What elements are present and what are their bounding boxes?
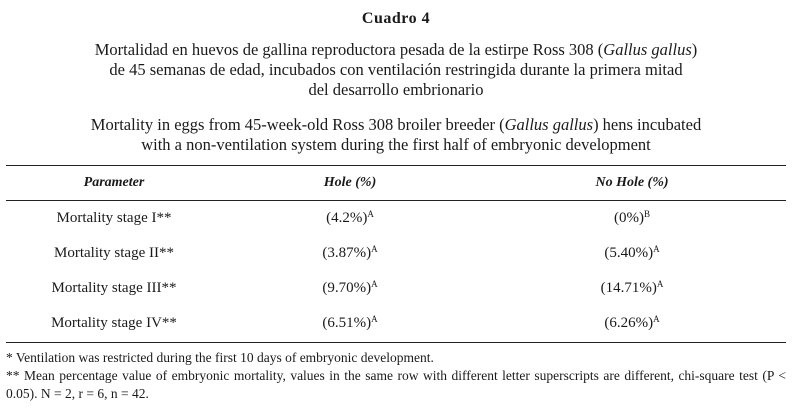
cell-hole-superscript: A: [371, 279, 378, 289]
cell-hole-superscript: A: [371, 314, 378, 324]
cell-hole-superscript: A: [371, 244, 378, 254]
footnote-statistics: ** Mean percentage value of embryonic mortality, values in the same row with different letter superscripts are different, chi-square test (P < 0.05). N = 2, r = 6, n = 42.: [6, 368, 786, 401]
cell-hole-superscript: A: [367, 209, 374, 219]
title-english: [0, 115, 792, 155]
title-es-part1-end: ): [691, 40, 698, 59]
cell-no-hole: [478, 271, 786, 306]
title-en-species: Gallus gallus: [504, 115, 594, 134]
footnote-ventilation: * Ventilation was restricted during the first 10 days of embryonic development.: [6, 350, 434, 365]
mortality-table: [6, 166, 786, 341]
table-header-row: [6, 166, 786, 200]
title-es-species: Gallus gallus: [603, 40, 692, 59]
cell-hole-value: (6.51%): [322, 315, 372, 331]
table-footnotes: [6, 349, 786, 403]
header-no-hole: No Hole (%): [595, 175, 669, 190]
cell-no-hole: [478, 306, 786, 341]
cell-no-hole-superscript: B: [643, 209, 650, 219]
cell-hole: [222, 271, 478, 306]
cell-hole-value: (4.2%): [326, 210, 368, 226]
table-bottom-rule: [6, 342, 786, 343]
cell-parameter: Mortality stage II**: [54, 245, 174, 261]
table-row: [6, 200, 786, 236]
title-es-line2: de 45 semanas de edad, incubados con ventilación restringida durante la primera mitad: [109, 60, 683, 79]
cell-hole: [222, 200, 478, 236]
title-en-line2: with a non-ventilation system during the first half of embryonic development: [141, 135, 651, 154]
cell-hole: [222, 306, 478, 341]
cell-no-hole: [478, 200, 786, 236]
cell-hole-value: (9.70%): [322, 280, 372, 296]
cell-hole: [222, 236, 478, 271]
cell-no-hole-superscript: A: [656, 279, 664, 289]
cell-hole-value: (3.87%): [322, 245, 372, 261]
cell-no-hole-superscript: A: [653, 244, 660, 254]
title-es-line3: del desarrollo embrionario: [308, 80, 484, 99]
cell-no-hole-value: (0%): [613, 210, 644, 226]
title-en-part1-end: ) hens incubated: [593, 115, 702, 134]
cell-parameter: Mortality stage IV**: [51, 315, 177, 331]
header-parameter: Parameter: [83, 175, 145, 190]
table-row: [6, 306, 786, 341]
title-spanish: [0, 40, 792, 100]
table-row: [6, 236, 786, 271]
cell-parameter: Mortality stage III**: [51, 280, 177, 296]
table-label: Cuadro 4: [361, 10, 431, 27]
cell-no-hole-superscript: A: [653, 314, 660, 324]
cell-no-hole-value: (6.26%): [604, 315, 654, 331]
title-es-part1: Mortalidad en huevos de gallina reproductora pesada de la estirpe Ross 308 (: [94, 40, 604, 59]
title-en-part1: Mortality in eggs from 45-week-old Ross 308 broiler breeder (: [90, 115, 505, 134]
cell-parameter: Mortality stage I**: [56, 210, 172, 226]
header-hole: Hole (%): [323, 175, 377, 190]
table-row: [6, 271, 786, 306]
cell-no-hole-value: (5.40%): [604, 245, 654, 261]
cell-no-hole-value: (14.71%): [600, 280, 657, 296]
cell-no-hole: [478, 236, 786, 271]
